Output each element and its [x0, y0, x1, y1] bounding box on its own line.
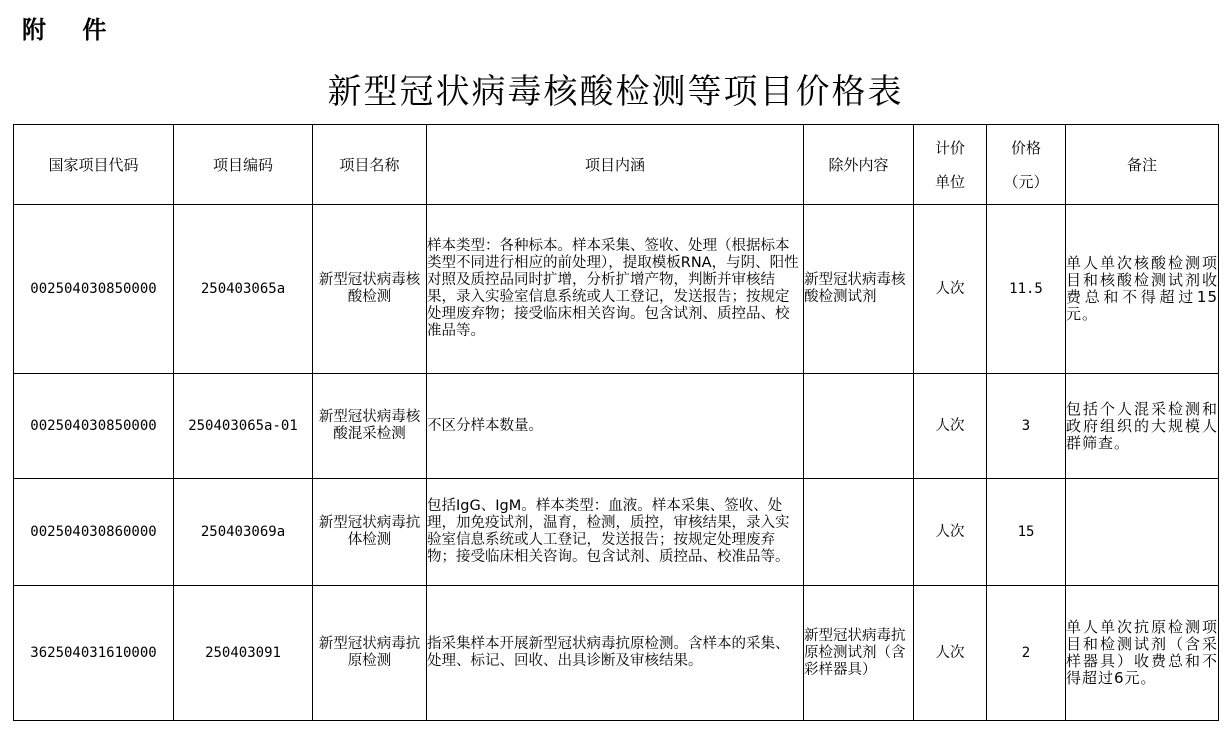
- cell-price: 2: [987, 586, 1066, 721]
- cell-national-code: 002504030850000: [14, 205, 174, 374]
- header-unit-line2: 单位: [934, 172, 965, 191]
- header-unit-line1: 计价: [934, 138, 965, 157]
- table-row: [14, 479, 1219, 586]
- cell-item-name: 新型冠状病毒核酸混采检测: [313, 374, 427, 479]
- header-price-line2: （元）: [1003, 172, 1049, 191]
- cell-unit: 人次: [914, 479, 987, 586]
- header-item-name: 项目名称: [313, 125, 427, 205]
- cell-content: 包括IgG、IgM。样本类型：血液。样本采集、签收、处理，加免疫试剂，温育，检测，质控，审核结果，录入实验室信息系统或人工登记，发送报告；按规定处理废弃物；接受临床相关咨询。包含试剂、质控品、校准品等。: [427, 479, 804, 586]
- table-header-row: [14, 125, 1219, 205]
- cell-excluded: [804, 374, 914, 479]
- header-price-line1: 价格: [1010, 138, 1041, 157]
- cell-unit: 人次: [914, 374, 987, 479]
- cell-remark: [1066, 479, 1219, 586]
- header-item-code: 项目编码: [174, 125, 313, 205]
- cell-content: 不区分样本数量。: [427, 374, 804, 479]
- table-row: [14, 374, 1219, 479]
- cell-national-code: 002504030860000: [14, 479, 174, 586]
- header-national-code: 国家项目代码: [14, 125, 174, 205]
- cell-price: 11.5: [987, 205, 1066, 374]
- cell-item-code: 250403065a: [174, 205, 313, 374]
- cell-excluded: [804, 479, 914, 586]
- cell-content: 样本类型：各种标本。样本采集、签收、处理（根据标本类型不同进行相应的前处理），提取模板RNA，与阴、阳性对照及质控品同时扩增，分析扩增产物，判断并审核结果，录入实验室信息系统或人工登记，发送报告；按规定处理废弃物；接受临床相关咨询。包含试剂、质控品、校准品等。: [427, 205, 804, 374]
- table-row: [14, 205, 1219, 374]
- cell-price: 15: [987, 479, 1066, 586]
- header-price: [987, 125, 1066, 205]
- header-excluded: 除外内容: [804, 125, 914, 205]
- cell-unit: 人次: [914, 205, 987, 374]
- header-content: 项目内涵: [427, 125, 804, 205]
- cell-remark: 单人单次抗原检测项目和检测试剂（含采样器具）收费总和不得超过6元。: [1066, 586, 1219, 721]
- page-title: 新型冠状病毒核酸检测等项目价格表: [327, 72, 904, 112]
- cell-excluded: 新型冠状病毒抗原检测试剂（含彩样器具）: [804, 586, 914, 721]
- cell-item-code: 250403069a: [174, 479, 313, 586]
- table-row: [14, 586, 1219, 721]
- cell-remark: 包括个人混采检测和政府组织的大规模人群筛查。: [1066, 374, 1219, 479]
- cell-price: 3: [987, 374, 1066, 479]
- attachment-label: 附 件: [22, 16, 121, 44]
- header-remark: 备注: [1066, 125, 1219, 205]
- price-table: [13, 124, 1219, 721]
- cell-item-code: 250403091: [174, 586, 313, 721]
- cell-national-code: 002504030850000: [14, 374, 174, 479]
- cell-content: 指采集样本开展新型冠状病毒抗原检测。含样本的采集、处理、标记、回收、出具诊断及审核结果。: [427, 586, 804, 721]
- cell-excluded: 新型冠状病毒核酸检测试剂: [804, 205, 914, 374]
- cell-unit: 人次: [914, 586, 987, 721]
- header-unit: [914, 125, 987, 205]
- cell-item-code: 250403065a-01: [174, 374, 313, 479]
- cell-item-name: 新型冠状病毒抗体检测: [313, 479, 427, 586]
- cell-national-code: 362504031610000: [14, 586, 174, 721]
- cell-remark: 单人单次核酸检测项目和核酸检测试剂收费总和不得超过15元。: [1066, 205, 1219, 374]
- cell-item-name: 新型冠状病毒抗原检测: [313, 586, 427, 721]
- cell-item-name: 新型冠状病毒核酸检测: [313, 205, 427, 374]
